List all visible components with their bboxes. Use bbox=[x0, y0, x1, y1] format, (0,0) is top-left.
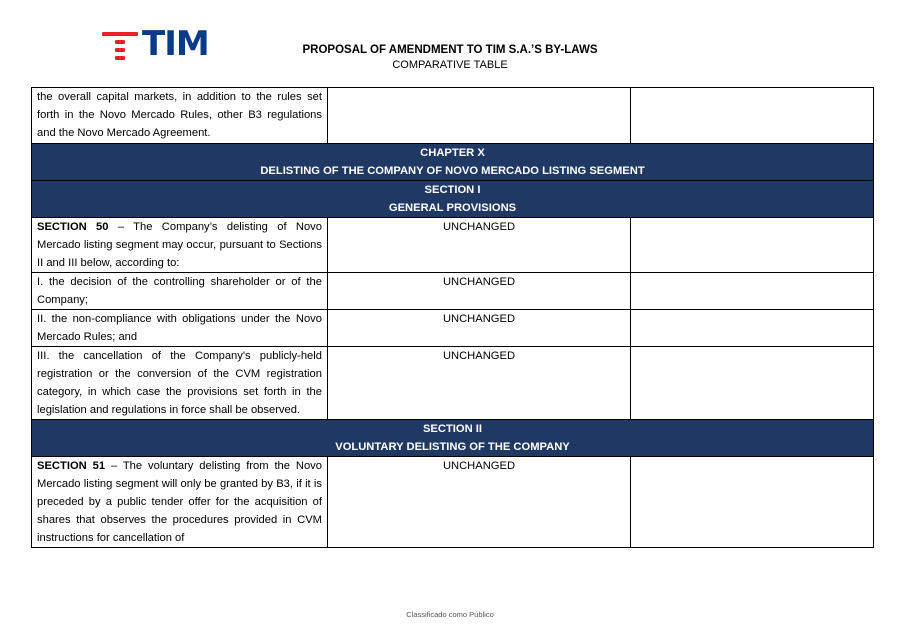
proposed-text-cell: UNCHANGED bbox=[328, 273, 631, 310]
current-text-cell: III. the cancellation of the Company's publicly-held registration or the conversion of the CVM registration category, in which case the provisions set forth in the legislation and regulations in force shall be observed. bbox=[32, 347, 328, 420]
justification-cell bbox=[631, 273, 874, 310]
proposed-text-cell: UNCHANGED bbox=[328, 218, 631, 273]
table-row bbox=[32, 347, 874, 420]
section-label: SECTION 50 bbox=[37, 221, 109, 233]
justification-cell bbox=[631, 310, 874, 347]
chapter-band bbox=[32, 144, 874, 181]
chapter-number: CHAPTER X bbox=[420, 147, 485, 159]
current-text-cell: the overall capital markets, in addition to the rules set forth in the Novo Mercado Rules, other B3 regulations and the Novo Mercado Agreement. bbox=[32, 88, 328, 144]
table-row bbox=[32, 88, 874, 144]
current-text-cell bbox=[32, 218, 328, 273]
comparative-table bbox=[31, 87, 874, 548]
document-title: PROPOSAL OF AMENDMENT TO TIM S.A.’S BY-LAWS bbox=[302, 44, 598, 56]
section-band bbox=[32, 420, 874, 457]
justification-cell bbox=[631, 88, 874, 144]
current-text-cell bbox=[32, 457, 328, 548]
current-text-cell: II. the non-compliance with obligations under the Novo Mercado Rules; and bbox=[32, 310, 328, 347]
section-body: – The voluntary delisting from the Novo Mercado listing segment will only be granted by B3, if it is preceded by a public tender offer for the acquisition of shares that observes the procedures provided in CVM instructions for cancellation of bbox=[37, 460, 322, 544]
table-row bbox=[32, 310, 874, 347]
section-band bbox=[32, 181, 874, 218]
section-number: SECTION I bbox=[424, 184, 481, 196]
section-title: GENERAL PROVISIONS bbox=[388, 202, 517, 214]
section-number: SECTION II bbox=[422, 423, 483, 435]
proposed-text-cell: UNCHANGED bbox=[328, 310, 631, 347]
tim-logo bbox=[102, 24, 212, 64]
tim-logo-mark-icon bbox=[102, 32, 138, 60]
tim-logo-text: TIM bbox=[142, 24, 209, 64]
table-row bbox=[32, 218, 874, 273]
proposed-text-cell: UNCHANGED bbox=[328, 457, 631, 548]
table-row bbox=[32, 457, 874, 548]
current-text-cell: I. the decision of the controlling shareholder or of the Company; bbox=[32, 273, 328, 310]
section-body: – The Company’s delisting of Novo Mercado listing segment may occur, pursuant to Sections II and III below, according to: bbox=[37, 221, 322, 269]
classification-footer: Classificado como Público bbox=[406, 610, 494, 619]
table-row bbox=[32, 273, 874, 310]
section-label: SECTION 51 bbox=[37, 460, 106, 472]
proposed-text-cell: UNCHANGED bbox=[328, 347, 631, 420]
proposed-text-cell bbox=[328, 88, 631, 144]
justification-cell bbox=[631, 347, 874, 420]
justification-cell bbox=[631, 457, 874, 548]
chapter-title: DELISTING OF THE COMPANY OF NOVO MERCADO LISTING SEGMENT bbox=[260, 165, 645, 177]
justification-cell bbox=[631, 218, 874, 273]
document-subtitle: COMPARATIVE TABLE bbox=[392, 59, 508, 71]
section-title: VOLUNTARY DELISTING OF THE COMPANY bbox=[335, 441, 570, 453]
